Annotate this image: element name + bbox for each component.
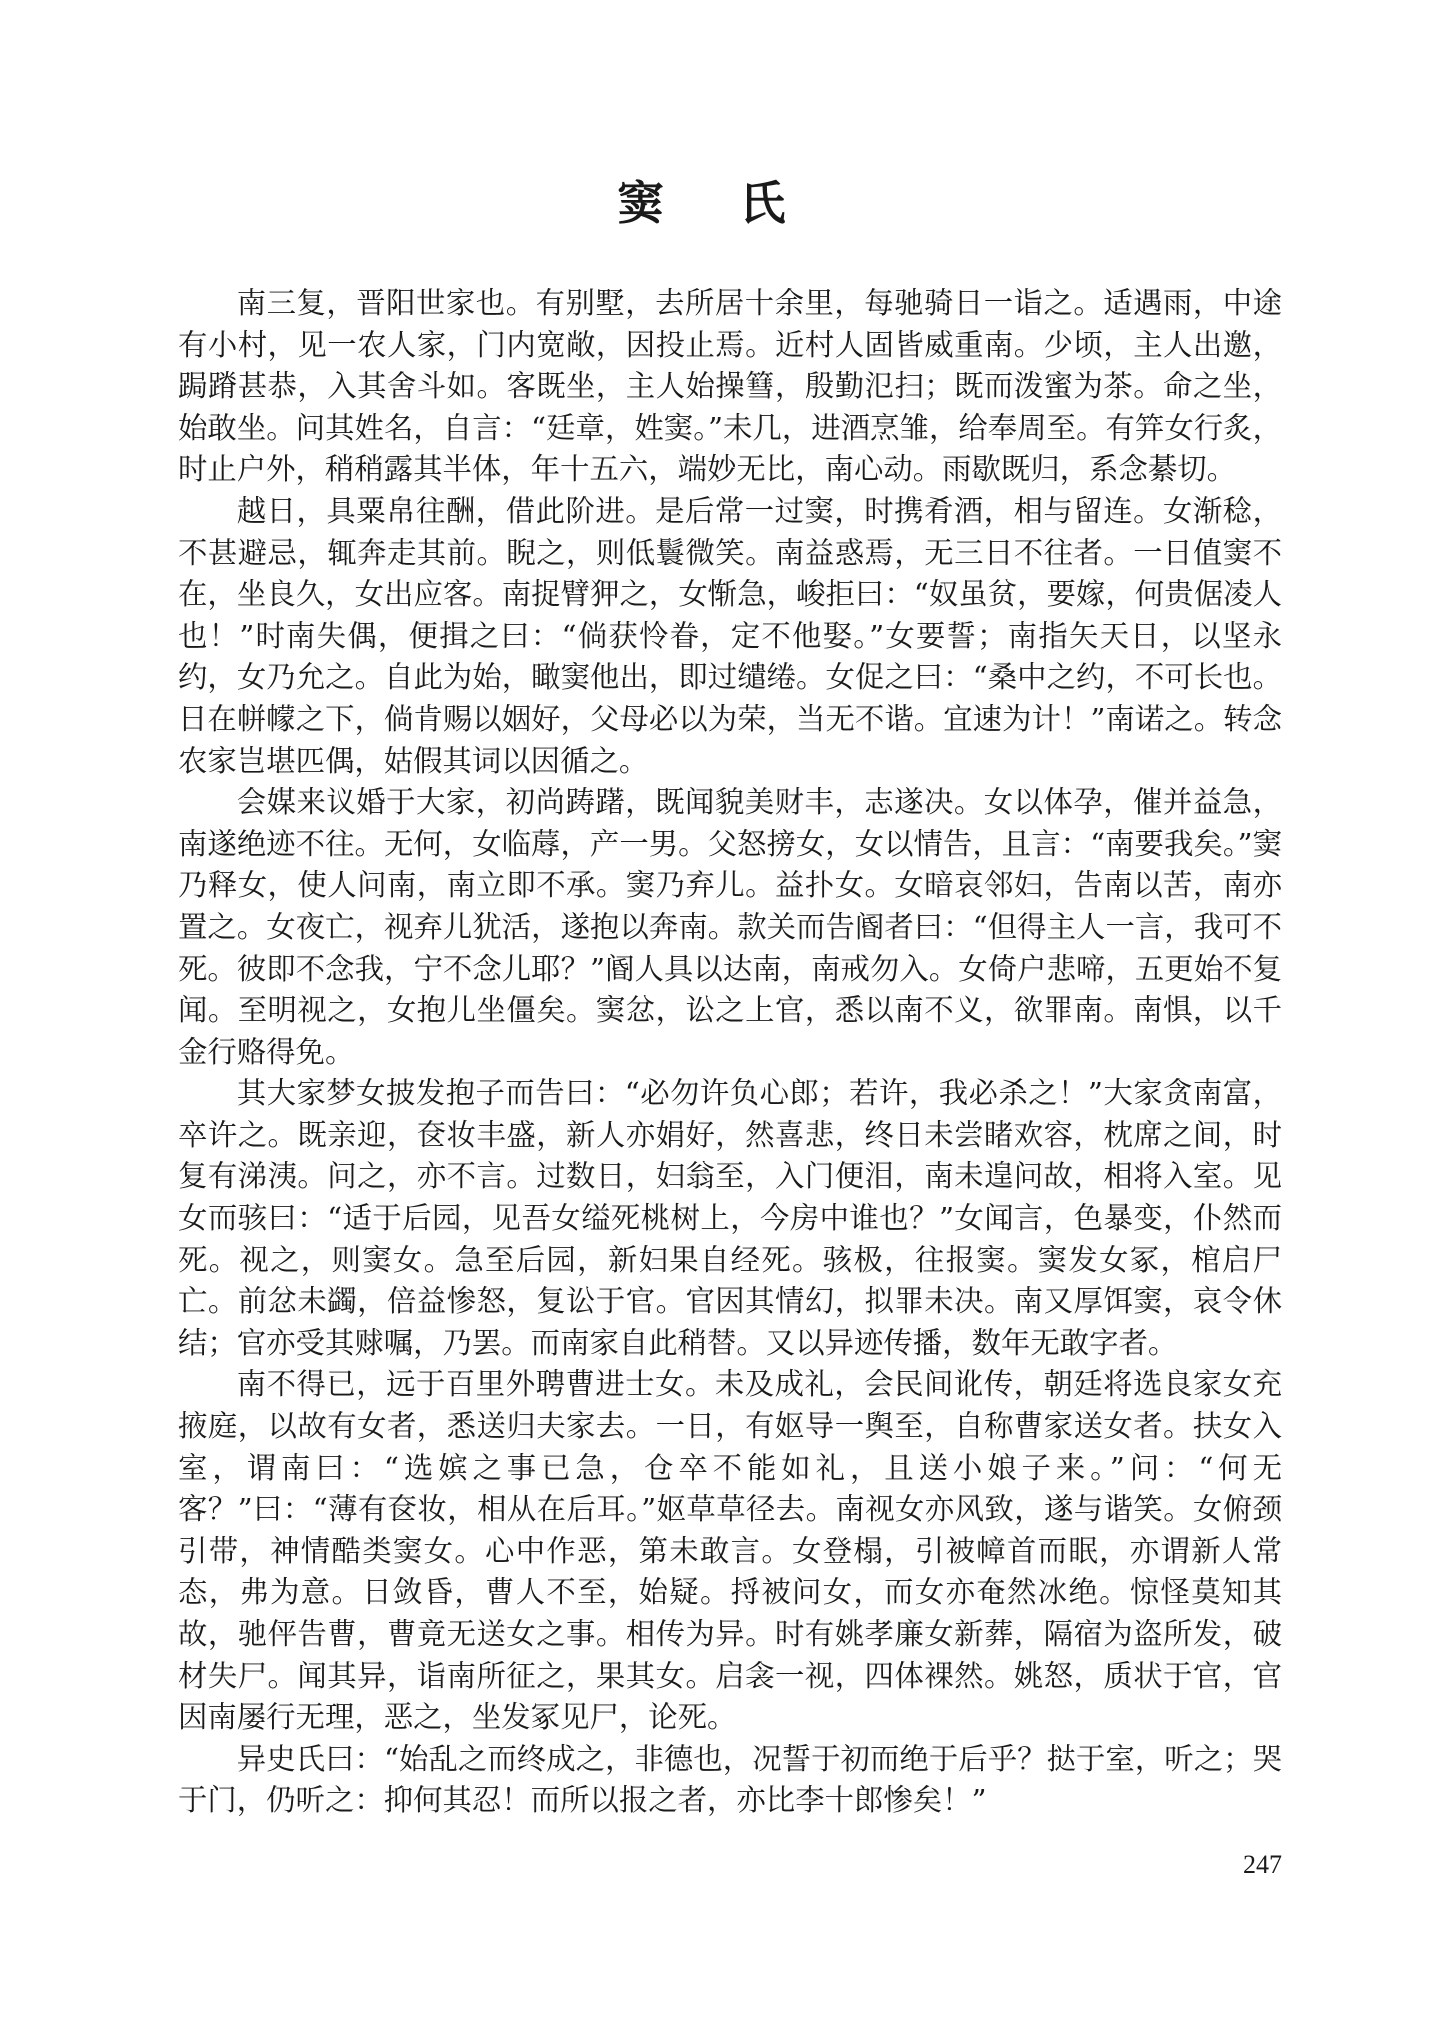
paragraph-5: 南不得已，远于百里外聘曹进士女。未及成礼，会民间讹传，朝廷将选良家女充掖庭，以故有女者，悉送归夫家去。一日，有妪导一舆至，自称曹家送女者。扶女入室，谓南曰：“选嫔之事已急，仓卒不能如礼，且送小娘子来。”问：“何无客？”曰：“薄有奁妆，相从在后耳。”妪草草径去。南视女亦风致，遂与谐笑。女俯颈引带，神情酷类窦女。心中作恶，第未敢言。女登榻，引被幛首而眠，亦谓新人常态，弗为意。日敛昏，曹人不至，始疑。捋被问女，而女亦奄然冰绝。惊怪莫知其故，驰伻告曹，曹竟无送女之事。相传为异。时有姚孝廉女新葬，隔宿为盗所发，破材失尸。闻其异，诣南所征之，果其女。启衾一视，四体裸然。姚怒，质状于官，官因南屡行无理，恶之，坐发冢见尸，论死。	[178, 1367, 1282, 1735]
commentary-paragraph: 异史氏曰：“始乱之而终成之，非德也，况誓于初而绝于后乎？挞于室，听之；哭于门，仍听之：抑何其忍！而所以报之者，亦比李十郎惨矣！”	[178, 1741, 1282, 1818]
page-number: 247	[1243, 1850, 1282, 1879]
page-title: 窦 氏	[617, 176, 816, 230]
paragraph-2: 越日，具粟帛往酬，借此阶进。是后常一过窦，时携肴酒，相与留连。女渐稔，不甚避忌，辄奔走其前。睨之，则低鬟微笑。南益惑焉，无三日不往者。一日值窦不在，坐良久，女出应客。南捉臂狎之，女惭急，峻拒曰：“奴虽贫，要嫁，何贵倨凌人也！”时南失偶，便揖之曰：“倘获怜眷，定不他娶。”女要誓；南指矢天日，以坚永约，女乃允之。自此为始，瞰窦他出，即过缱绻。女促之曰：“桑中之约，不可长也。日在帡幪之下，倘肯赐以姻好，父母必以为荣，当无不谐。宜速为计！”南诺之。转念农家岂堪匹偶，姑假其词以因循之。	[178, 493, 1282, 778]
paragraph-3: 会媒来议婚于大家，初尚踌躇，既闻貌美财丰，志遂决。女以体孕，催并益急，南遂绝迹不往。无何，女临蓐，产一男。父怒搒女，女以情告，且言：“南要我矣。”窦乃释女，使人问南，南立即不承。窦乃弃儿。益扑女。女暗哀邻妇，告南以苦，南亦置之。女夜亡，视弃儿犹活，遂抱以奔南。款关而告阍者曰：“但得主人一言，我可不死。彼即不念我，宁不念儿耶？”阍人具以达南，南戒勿入。女倚户悲啼，五更始不复闻。至明视之，女抱儿坐僵矣。窦忿，讼之上官，悉以南不义，欲罪南。南惧，以千金行赂得免。	[178, 785, 1282, 1069]
paragraph-1: 南三复，晋阳世家也。有别墅，去所居十余里，每驰骑日一诣之。适遇雨，中途有小村，见一农人家，门内宽敞，因投止焉。近村人固皆威重南。少顷，主人出邀，跼蹐甚恭，入其舍斗如。客既坐，主人始操篲，殷勤氾扫；既而泼蜜为茶。命之坐，始敢坐。问其姓名，自言：“廷章，姓窦。”未几，进酒烹雏，给奉周至。有笄女行炙，时止户外，稍稍露其半体，年十五六，端妙无比，南心动。雨歇既归，系念綦切。	[178, 286, 1282, 487]
paragraph-4: 其大家梦女披发抱子而告曰：“必勿许负心郎；若许，我必杀之！”大家贪南富，卒许之。既亲迎，奁妆丰盛，新人亦娟好，然喜悲，终日未尝睹欢容，枕席之间，时复有涕洟。问之，亦不言。过数日，妇翁至，入门便泪，南未遑问故，相将入室。见女而骇曰：“适于后园，见吾女缢死桃树上，今房中谁也？”女闻言，色暴变，仆然而死。视之，则窦女。急至后园，新妇果自经死。骇极，往报窦。窦发女冢，棺启尸亡。前忿未蠲，倍益惨怒，复讼于官。官因其情幻，拟罪未决。南又厚饵窦，哀令休结；官亦受其赇嘱，乃罢。而南家自此稍替。又以异迹传播，数年无敢字者。	[178, 1076, 1282, 1360]
story-body	[178, 283, 1282, 1822]
